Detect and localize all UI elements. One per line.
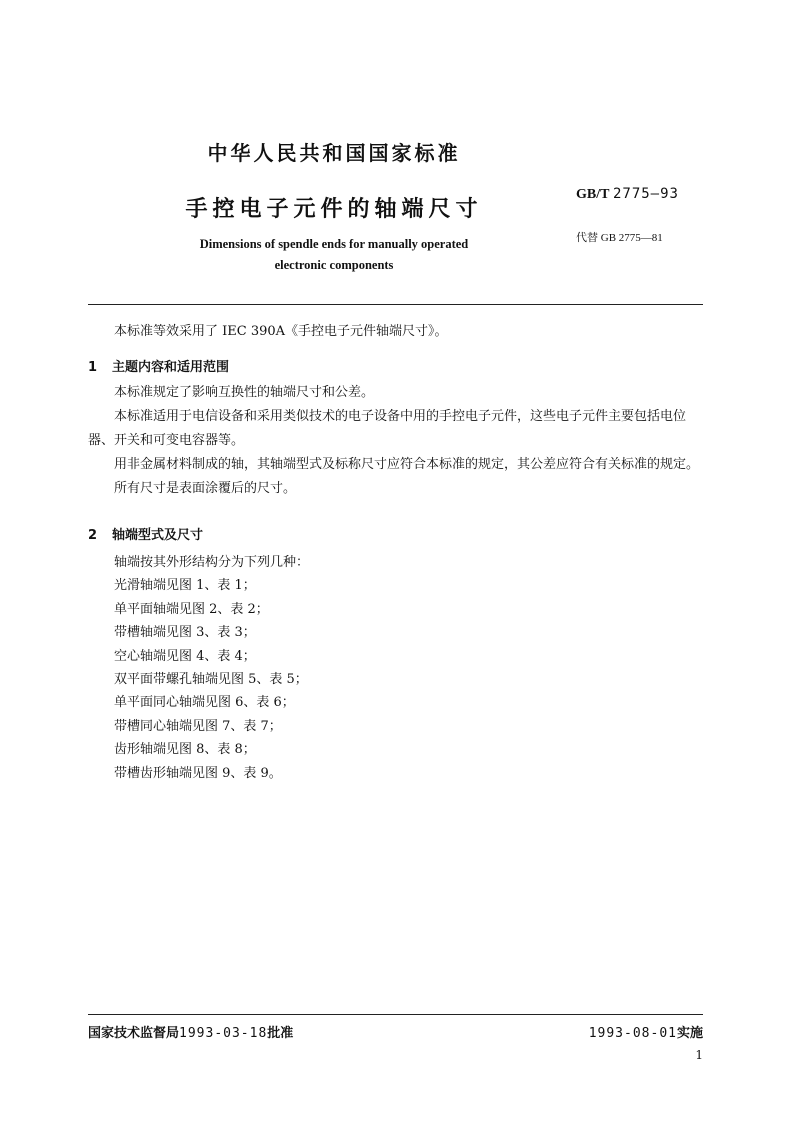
page-number: 1 — [695, 1048, 703, 1062]
list-item: 带槽轴端见图 3、表 3； — [114, 625, 256, 641]
section-2-title: 轴端型式及尺寸 — [112, 528, 204, 543]
section-1-body — [88, 381, 703, 501]
approval-date: 1993-03-18 — [179, 1026, 268, 1041]
list-item: 带槽齿形轴端见图 9、表 9。 — [114, 765, 282, 781]
national-standard-heading: 中华人民共和国国家标准 — [207, 141, 461, 165]
list-item: 单平面同心轴端见图 6、表 6； — [114, 695, 295, 711]
approval-label: 批准 — [267, 1026, 294, 1041]
list-item: 齿形轴端见图 8、表 8； — [114, 742, 256, 758]
list-item: 双平面带螺孔轴端见图 5、表 5； — [114, 672, 308, 688]
replaces-standard: 代替 GB 2775—81 — [576, 232, 663, 244]
section-2-heading — [88, 524, 203, 543]
list-item: 单平面轴端见图 2、表 2； — [114, 601, 269, 617]
header-divider — [88, 304, 703, 305]
section-1-para-1: 本标准规定了影响互换性的轴端尺寸和公差。 — [114, 385, 375, 400]
list-item: 带槽同心轴端见图 7、表 7； — [114, 718, 282, 734]
section-2-lead: 轴端按其外形结构分为下列几种： — [114, 555, 310, 570]
intro-paragraph: 本标准等效采用了 IEC 390A《手控电子元件轴端尺寸》。 — [114, 324, 448, 339]
standard-code: 2775—93 — [612, 186, 679, 202]
standard-prefix: GB/T — [576, 187, 610, 202]
list-item: 空心轴端见图 4、表 4； — [114, 648, 256, 664]
document-title-cn: 手控电子元件的轴端尺寸 — [185, 197, 483, 222]
section-1-title: 主题内容和适用范围 — [112, 360, 230, 375]
issuer: 国家技术监督局 — [88, 1026, 180, 1041]
effective-label: 实施 — [676, 1026, 703, 1041]
title-en-line1: Dimensions of spendle ends for manually operated — [199, 237, 469, 251]
section-2-list — [114, 551, 309, 785]
section-1-para-2: 本标准适用于电信设备和采用类似技术的电子设备中用的手控电子元件，这些电子元件主要包括电位器、开关和可变电容器等。 — [88, 409, 687, 448]
section-1-para-3: 用非金属材料制成的轴，其轴端型式及标称尺寸应符合本标准的规定，其公差应符合有关标准的规定。 — [114, 457, 700, 472]
section-1-heading — [88, 356, 229, 375]
standard-number — [576, 186, 679, 203]
title-en-line2: electronic components — [274, 258, 394, 272]
document-title-en — [0, 234, 668, 276]
section-1-para-4: 所有尺寸是表面涂覆后的尺寸。 — [114, 481, 297, 496]
effective-date: 1993-08-01 — [588, 1026, 677, 1041]
list-item: 光滑轴端见图 1、表 1； — [114, 578, 256, 594]
footer-divider — [88, 1014, 703, 1015]
section-1-number: 1 — [88, 360, 98, 375]
effective-line — [0, 1022, 703, 1041]
section-2-number: 2 — [88, 528, 98, 543]
